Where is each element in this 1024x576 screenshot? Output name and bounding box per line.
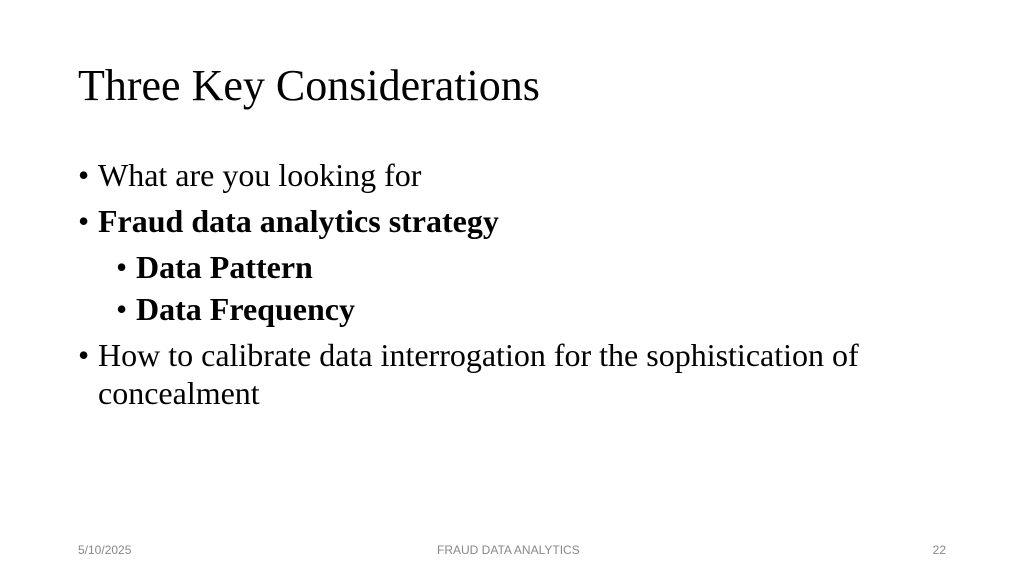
footer-date: 5/10/2025 xyxy=(78,543,132,557)
bullet-dot-icon: • xyxy=(78,157,90,193)
bullet-text: How to calibrate data interrogation for the sophistication of concealment xyxy=(98,337,859,411)
bullet-item xyxy=(78,336,938,412)
bullet-text: Data Frequency xyxy=(136,291,355,327)
bullet-text: Data Pattern xyxy=(136,249,313,285)
slide-title: Three Key Considerations xyxy=(78,61,540,110)
bullet-dot-icon: • xyxy=(78,203,90,239)
bullet-item xyxy=(78,202,938,240)
bullet-item xyxy=(78,156,938,194)
bullet-text: Fraud data analytics strategy xyxy=(98,203,499,239)
sub-bullet-item xyxy=(116,248,938,286)
bullet-text: What are you looking for xyxy=(98,157,422,193)
bullet-dot-icon: • xyxy=(116,249,128,285)
footer-page-number: 22 xyxy=(932,543,946,557)
footer-title: FRAUD DATA ANALYTICS xyxy=(437,543,580,557)
bullet-dot-icon: • xyxy=(116,291,128,327)
bullet-dot-icon: • xyxy=(78,337,90,373)
sub-bullet-item xyxy=(116,290,938,328)
bullet-list xyxy=(78,156,938,420)
